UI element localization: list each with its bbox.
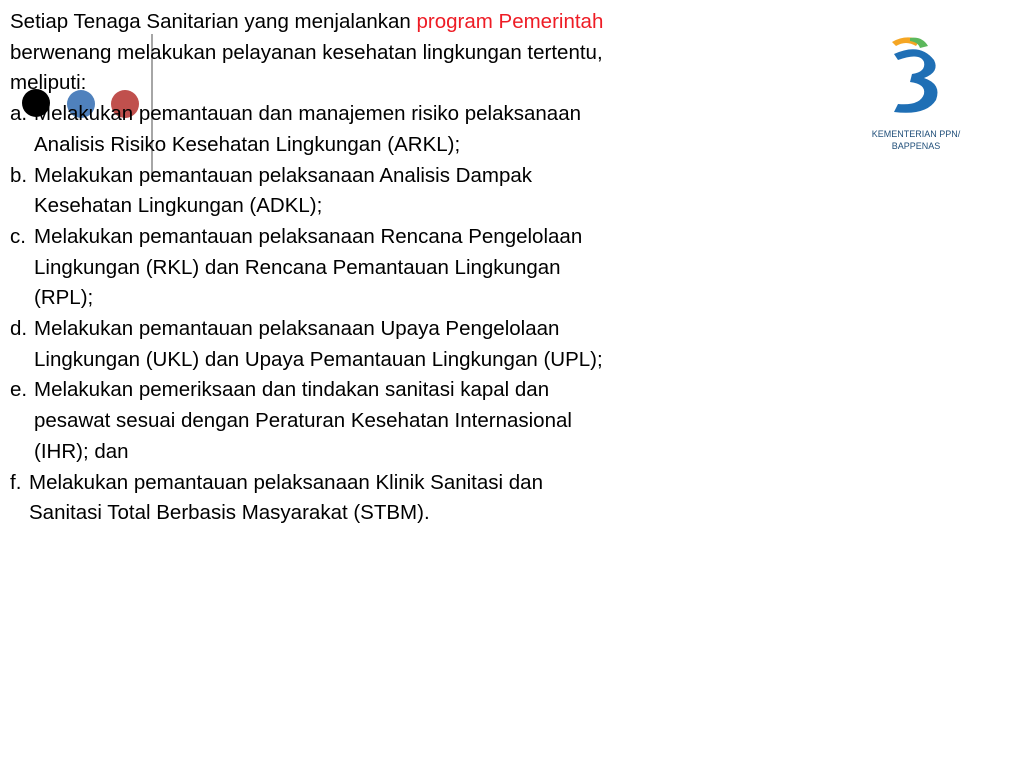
- list-item-continuation: Lingkungan (RKL) dan Rencana Pemantauan Lingkungan: [34, 255, 561, 279]
- list-item-text: Melakukan pemantauan pelaksanaan Analisis Dampak: [34, 163, 533, 187]
- logo-caption-line-1: KEMENTERIAN PPN/: [871, 129, 961, 139]
- list-item-continuation: (RPL);: [34, 286, 94, 310]
- list-marker: c.: [10, 224, 26, 248]
- list-marker: f.: [10, 470, 22, 494]
- list-marker: b.: [10, 163, 28, 187]
- list-item-text: Melakukan pemantauan pelaksanaan Rencana Pengelolaan: [34, 224, 583, 248]
- list-item-text: Melakukan pemantauan pelaksanaan Klinik Sanitasi dan: [29, 470, 543, 494]
- list-item-continuation: Lingkungan (UKL) dan Upaya Pemantauan Lingkungan (UPL);: [34, 347, 603, 371]
- list-item-f: [10, 468, 710, 529]
- intro-line-3: meliputi:: [10, 71, 87, 95]
- list-item-d: [10, 314, 710, 375]
- list-item-a: [10, 99, 710, 160]
- list-item-c: [10, 222, 710, 314]
- list-marker: a.: [10, 102, 28, 126]
- list-marker: e.: [10, 378, 28, 402]
- intro-line-2: berwenang melakukan pelayanan kesehatan lingkungan tertentu,: [10, 40, 603, 64]
- slide-body-text: [10, 7, 710, 529]
- intro-highlight: program Pemerintah: [416, 10, 604, 33]
- list-item-continuation: Kesehatan Lingkungan (ADKL);: [34, 194, 323, 218]
- list-item-text: Melakukan pemeriksaan dan tindakan sanitasi kapal dan: [34, 378, 550, 402]
- intro-line-1: [10, 7, 710, 38]
- list-item-continuation: pesawat sesuai dengan Peraturan Kesehatan Internasional: [34, 409, 572, 433]
- list-marker: d.: [10, 317, 28, 341]
- intro-text: Setiap Tenaga Sanitarian yang menjalankan: [10, 10, 417, 33]
- list-item-text: Melakukan pemantauan pelaksanaan Upaya Pengelolaan: [34, 317, 560, 341]
- logo-caption-line-2: BAPPENAS: [891, 141, 941, 151]
- list-item-b: [10, 161, 710, 222]
- list-item-text: Melakukan pemantauan dan manajemen risiko pelaksanaan: [34, 102, 582, 126]
- logo-caption: [856, 128, 976, 152]
- list-item-continuation: Sanitasi Total Berbasis Masyarakat (STBM).: [29, 501, 430, 525]
- bappenas-logo-icon: [880, 32, 950, 118]
- list-item-e: [10, 375, 710, 467]
- list-item-continuation: Analisis Risiko Kesehatan Lingkungan (ARKL);: [34, 132, 461, 156]
- list-item-continuation: (IHR); dan: [34, 439, 129, 463]
